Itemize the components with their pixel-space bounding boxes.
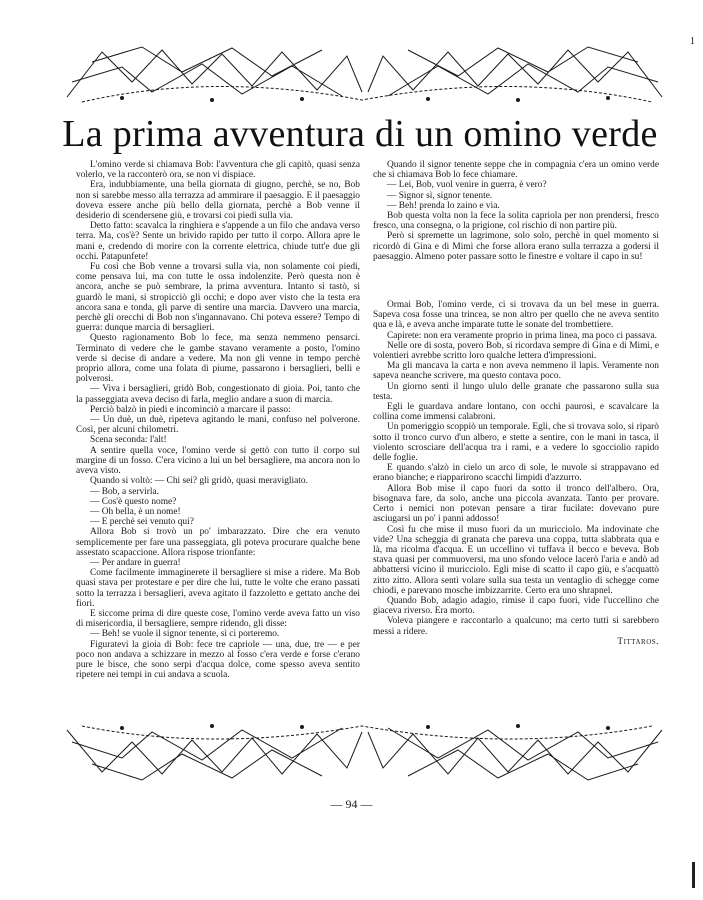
right-column [373,160,659,647]
left-column [76,160,360,680]
paragraph: — Cos'è questo nome? [90,496,177,507]
paragraph: Perciò balzò in piedi e incominciò a marcare il passo: [90,404,291,415]
paragraph: Come facilmente immaginerete il bersagliere si mise a ridere. Ma Bob quasi stava per protestare e per dire che lui, tutte le volte che erano passati sotto la terrazza i bersaglieri, aveva agitato il fazzoletto e gettato anche dei fiori. [76,568,360,609]
paragraph: — Bob, a servirla. [90,486,159,497]
paragraph: Egli le guardava andare lontano, con occhi paurosi, e scavalcare la collina come immensi calabroni. [373,402,659,423]
section-gap [373,262,659,300]
paragraph: Era, indubbiamente, una bella giornata di giugno, perchè, se no, Bob non si sarebbe messo alla terrazza ad ammirare il paesaggio. E il paesaggio doveva essere anche più bello della giornata, perchè a Bob venne il desiderio di scendersene giù, e trovarsi coi piedi sulla via. [76,180,360,222]
paragraph: — E perchè sei venuto qui? [90,517,194,528]
paragraph: — Beh! se vuole il signor tenente, sì ci porteremo. [90,629,280,640]
paragraph: Quando Bob, adagio adagio, rimise il capo fuori, vide l'uccellino che giaceva riverso. Era morto. [373,595,659,617]
paragraph: Fu così che Bob venne a trovarsi sulla via, non solamente coi piedi, come pensava lui, ma con tutte le ossa indolenzite. Però questa non è ancora, anche se può sembrare, la prima avventura. Intanto si tastò, si guardò le mani, si stropicciò gli occhi; e dopo aver visto che la testa era ancora sana e tonda, gli parve di sentire una marcia. Davvero una marcia, perchè gli orecchi di Bob non s'ingannavano. Chi poteva essere? Tempo di guerra: dunque marcia di bersaglieri. [76,262,360,334]
paragraph: Allora Bob mise il capo fuori da sotto il tronco dell'albero. Ora, bisognava fare, da solo, anche una piccola avanzata. Tanto per provare. Certo i nemici non potevan pensare a tirar fucilate: dovevano pure asciugarsi un po' i panni addosso! [373,483,659,525]
right-column-part-two [373,300,659,637]
paragraph: — Un duè, un duè, ripeteva agitando le mani, confuso nel polverone. Così, per alcuni chilometri. [76,415,360,436]
paragraph: Allora Bob si trovò un po' imbarazzato. Dire che era venuto semplicemente per fare una passeggiata, gli poteva procurare qualche bene assestato scapaccione. Allora rispose trionfante: [76,527,360,558]
paragraph: E quando s'alzò in cielo un arco di sole, le nuvole si strappavano ed erano bianche; e riapparirono scacchi limpidi d'azzurro. [373,463,659,484]
paragraph: Questo ragionamento Bob lo fece, ma senza nemmeno pensarci. Terminato di vedere che le gambe stavano veramente a posto, l'omino verde si decise di andare a vedere. Ma non gli venne in tempo perchè proprio allora, come una folata di piume, passarono i bersaglieri, belli e polverosi. [76,333,360,385]
paragraph: Figuratevi la gioia di Bob: fece tre capriole — una, due, tre — e per poco non andava a schizzare in mezzo al fosso c'era verde e forse c'erano pure le bisce, che sono serpi d'acqua dolce, come spesso aveva sentito ripetere nei tempi in cui andava a scuola. [76,639,360,681]
paragraph: Ormai Bob, l'omino verde, ci si trovava da un bel mese in guerra. Sapeva cosa fosse una trincea, se non altro per quello che ne aveva sentito qua e là, e aveva anche imparate tutte le sonate del trombettiere. [373,300,659,331]
paragraph: Un pomeriggio scoppiò un temporale. Egli, che si trovava solo, si riparò sotto il tronco curvo d'un albero, e stette a sentire, con le mani in tasca, il violento scrosciare dell'acqua tra i rami, e a vedere lo sgocciolio rapido delle foglie. [373,422,659,464]
author-signature: Tittaros. [617,636,659,647]
top-ornament [62,42,668,108]
paragraph: Però si spremette un lagrimone, solo solo, perchè in quel momento si ricordò di Gina e di Mimì che forse allora erano sulla terrazza a godersi il paesaggio. Almeno poter passare sotto le finestre e voltare il capo in su! [373,231,659,262]
paragraph: Detto fatto: scavalca la ringhiera e s'appende a un filo che andava verso terra. Ma, cos'è? Sente un brivido rapido per tutto il corpo. Allora apre le mani e, credendo di morire con la corrente elettrica, chiude tutt'e due gli occhi. Patapunfete! [76,221,360,262]
paragraph: Quando si voltò: — Chi sei? gli gridò, quasi meravigliato. [90,476,308,487]
paragraph: — Oh bella, è un nome! [90,506,181,517]
paragraph: Quando il signor tenente seppe che in compagnia c'era un omino verde che si chiamava Bob lo fece chiamare. [373,160,659,181]
corner-mark: 1 [690,36,695,47]
paragraph: Capirete: non era veramente proprio in prima linea, ma poco ci passava. [387,330,657,341]
paragraph: — Beh! prenda lo zaino e via. [387,200,500,211]
margin-mark [692,862,695,888]
paragraph: Così fu che mise il muso fuori da un muricciolo. Ma indovinate che vide? Una scheggia di granata che pareva una coppa, tutta slabbrata qua e là, ma ricolma d'acqua. E un uccellino vi tuffava il becco e beveva. Bob stava quasi per commuoversi, ma uno sfondo veloce lacerò l'aria e andò ad abbattersi vicino il muricciolo. Egli mise di scatto il capo giù, e s'acquattò zitto zitto. Allora sentì volare sulla sua testa un ventaglio di schegge come chiodi, e parevano mosche imbizzarrite. Certo era uno shrapnel. [373,524,659,596]
paragraph: — Per andare in guerra! [90,557,181,568]
paragraph: Voleva piangere e raccontarlo a qualcuno; ma certo tutti si sarebbero messi a ridere. [373,616,659,637]
right-column-part-one [373,160,659,262]
paragraph: — Viva i bersaglieri, gridò Bob, congestionato di gioia. Poi, tanto che la passeggiata aveva deciso di farla, meglio andare a suon di marcia. [76,384,360,405]
paragraph: Scena seconda: l'alt! [90,435,167,446]
paragraph: A sentire quella voce, l'omino verde si gettò con tutto il corpo sul margine di un fosso. C'era vicino a lui un bel bersagliere, ma ancora non lo aveva visto. [76,445,360,477]
paragraph: Bob questa volta non la fece la solita capriola per non prendersi, fresco fresco, una consegna, o la prigione, col rischio di non partire più. [373,211,659,232]
paragraph: Ma gli mancava la carta e non aveva nemmeno il lapis. Veramente non sapeva neanche scrivere, ma questo contava poco. [373,361,659,382]
paragraph: — Signor sì, signor tenente. [387,190,493,201]
paragraph: Nelle ore di sosta, povero Bob, si ricordava sempre di Gina e di Mimì, e volentieri avrebbe scritto loro qualche lettera d'impressioni. [373,340,659,362]
paragraph: L'omino verde si chiamava Bob: l'avventura che gli capitò, quasi senza volerlo, ve la racconterò ora, se non vi dispiace. [76,160,360,181]
paragraph: E siccome prima di dire queste cose, l'omino verde aveva fatto un viso di misericordia, il bersagliere, sempre ridendo, gli disse: [76,608,360,630]
paragraph: — Lei, Bob, vuol venire in guerra, è vero? [387,180,547,191]
article-title: La prima avventura di un omino verde [62,113,658,155]
page-number: — 94 — [330,797,373,811]
bottom-ornament [62,722,668,784]
paragraph: Un giorno sentì il lungo ululo delle granate che passarono sulla sua testa. [373,381,659,402]
